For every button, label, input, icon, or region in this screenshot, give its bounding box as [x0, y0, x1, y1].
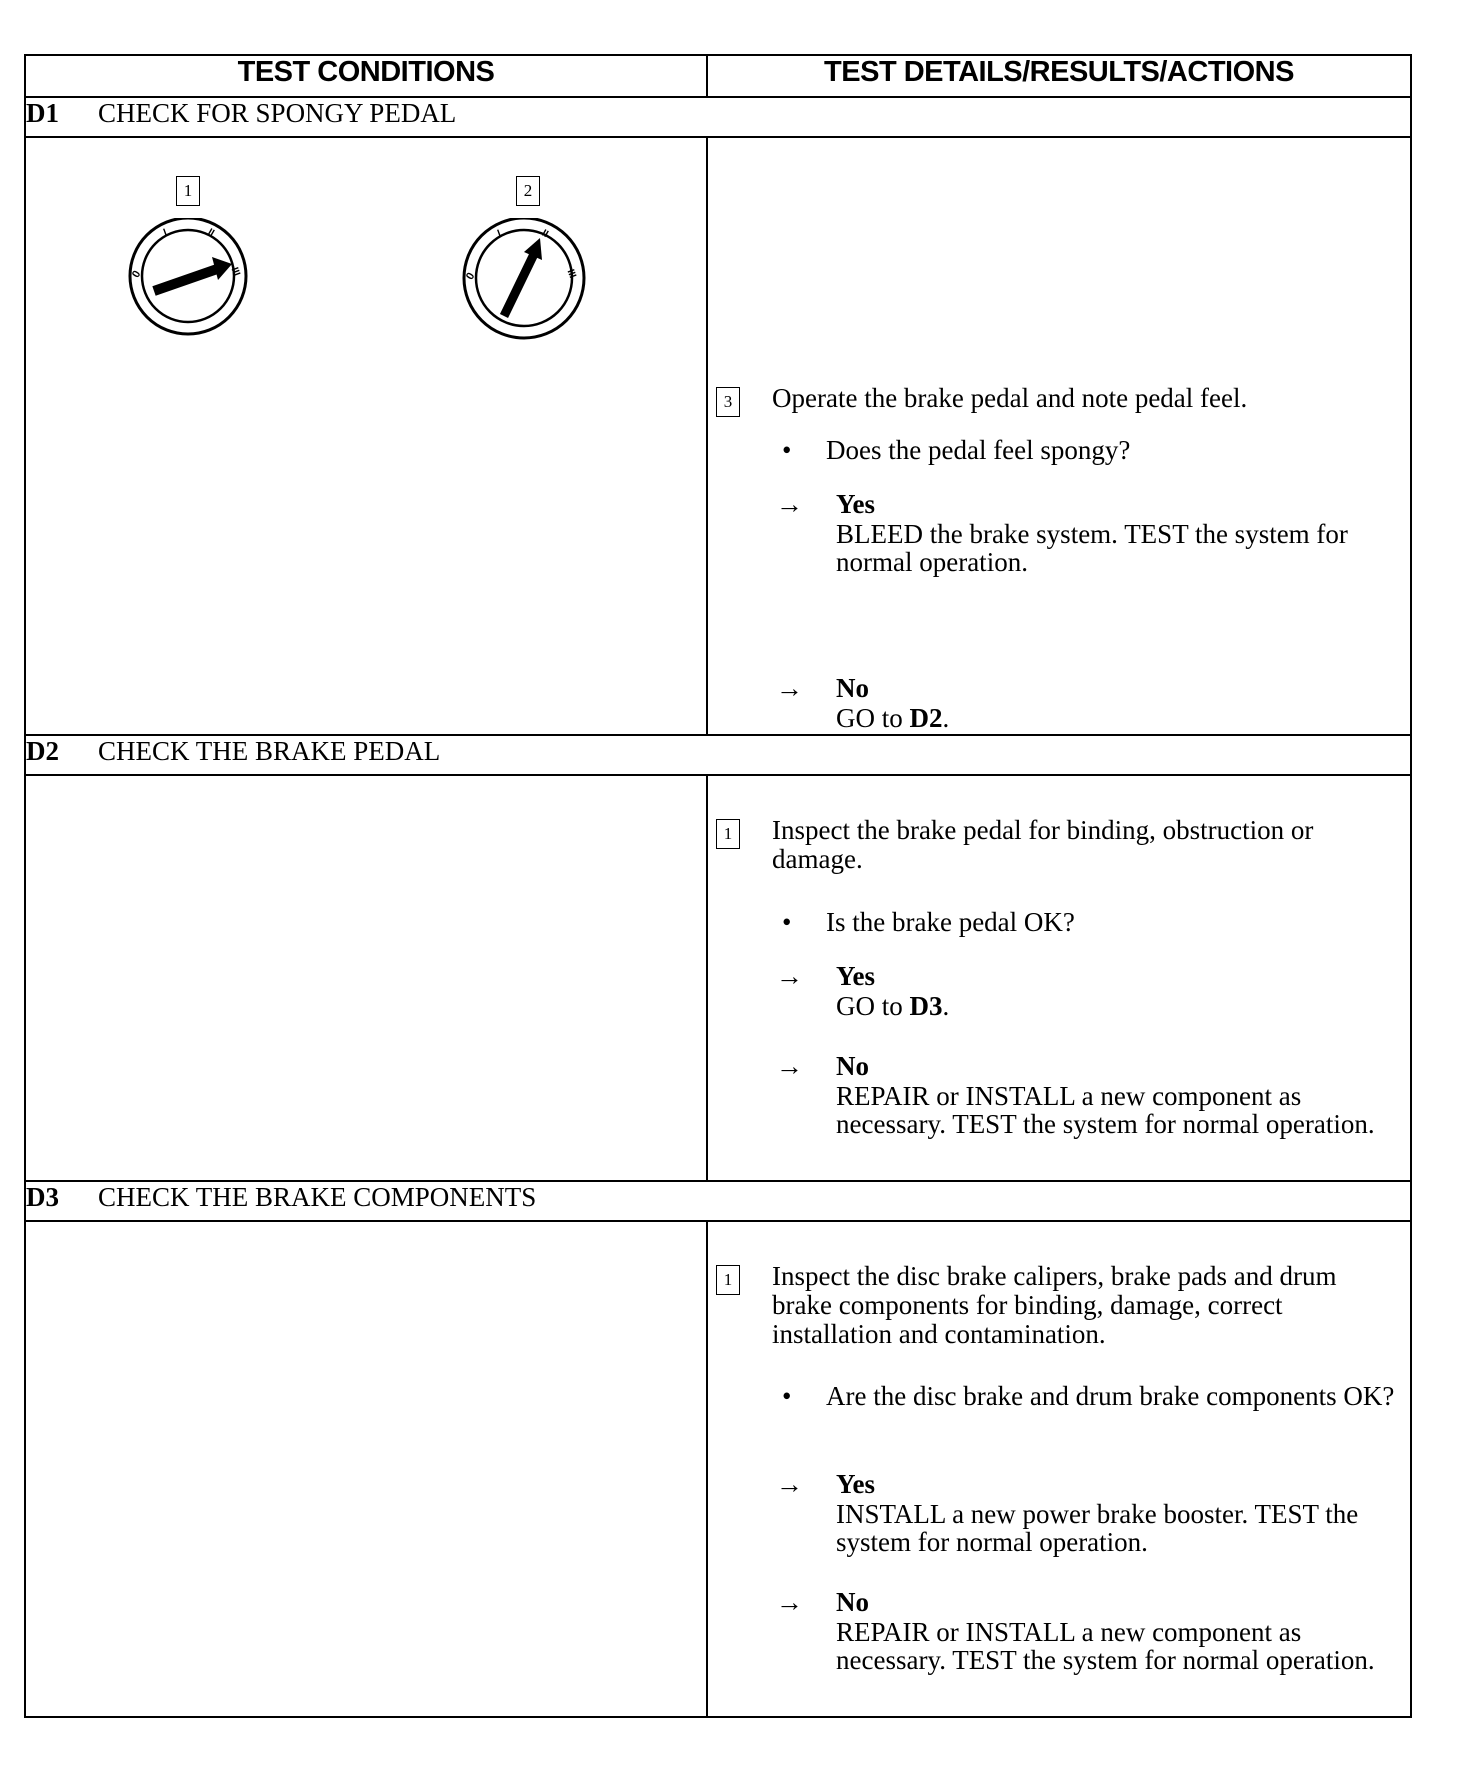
step-d1-conditions: [25, 137, 707, 735]
step-d3-title: [25, 1181, 1411, 1221]
svg-text:II: II: [205, 226, 217, 240]
instruction-text: Inspect the brake pedal for binding, obstruction or damage.: [772, 815, 1314, 874]
step-d1-details: [707, 137, 1411, 735]
yes-action: [836, 992, 1396, 1020]
question-text: Does the pedal feel spongy?: [826, 435, 1131, 465]
svg-text:II: II: [539, 227, 551, 241]
svg-text:III: III: [564, 268, 578, 280]
step-title: CHECK THE BRAKE PEDAL: [98, 736, 441, 766]
no-action-suffix: .: [942, 703, 950, 733]
no-action-text: GO to: [836, 703, 910, 733]
instruction: [716, 384, 1406, 417]
arrow-right-icon: →: [776, 673, 803, 703]
step-d1-title: [25, 97, 1411, 137]
no-action: REPAIR or INSTALL a new component as necessary. TEST the system for normal operation.: [836, 1617, 1375, 1675]
step-d3-body-row: [25, 1221, 1411, 1717]
instruction: [716, 815, 1406, 874]
yes-action: INSTALL a new power brake booster. TEST the system for normal operation.: [836, 1499, 1359, 1557]
step-d3-conditions: [25, 1221, 707, 1717]
figure-number: 2: [516, 176, 540, 206]
step-d2-title-row: [25, 735, 1411, 775]
test-details-header: TEST DETAILS/RESULTS/ACTIONS: [707, 55, 1411, 97]
instruction-number: 3: [716, 387, 740, 417]
bullet-icon: •: [782, 1381, 792, 1411]
diagnostic-table-page: [24, 54, 1410, 1718]
test-conditions-header: TEST CONDITIONS: [25, 55, 707, 97]
yes-action-suffix: .: [942, 991, 950, 1021]
step-id: D3: [26, 1182, 59, 1212]
instruction-text: Inspect the disc brake calipers, brake pads and drum brake components for binding, damage, correct installation and contamination.: [772, 1261, 1337, 1349]
pinpoint-test-table: [24, 54, 1412, 1718]
instruction-number: 1: [716, 819, 740, 849]
arrow-right-icon: →: [776, 1469, 803, 1499]
step-d3-title-row: [25, 1181, 1411, 1221]
yes-label: Yes: [836, 961, 875, 991]
svg-text:III: III: [228, 266, 242, 278]
step-id: D1: [26, 98, 59, 128]
no-action: [836, 704, 1396, 732]
arrow-right-icon: →: [776, 1587, 803, 1617]
yes-label: Yes: [836, 1469, 875, 1499]
yes-label: Yes: [836, 489, 875, 519]
step-d3-details: [707, 1221, 1411, 1717]
question-text: Is the brake pedal OK?: [826, 907, 1075, 937]
no-label: No: [836, 1587, 869, 1617]
step-d2-body-row: [25, 775, 1411, 1181]
no-label: No: [836, 673, 869, 703]
instruction: [716, 1261, 1406, 1349]
figure-number: 1: [176, 176, 200, 206]
ignition-switch-run-icon: [460, 218, 590, 342]
bullet-icon: •: [782, 435, 792, 465]
step-d1-body-row: [25, 137, 1411, 735]
no-action: REPAIR or INSTALL a new component as necessary. TEST the system for normal operation.: [836, 1081, 1375, 1139]
step-d2-details: [707, 775, 1411, 1181]
step-d2-title: [25, 735, 1411, 775]
arrow-right-icon: →: [776, 489, 803, 519]
arrow-right-icon: →: [776, 961, 803, 991]
bullet-icon: •: [782, 907, 792, 937]
ignition-switch-on-icon: [126, 218, 256, 338]
step-d1-title-row: [25, 97, 1411, 137]
step-d2-conditions: [25, 775, 707, 1181]
yes-action: BLEED the brake system. TEST the system for normal operation.: [836, 519, 1348, 577]
svg-text:I: I: [162, 227, 169, 239]
step-id: D2: [26, 736, 59, 766]
instruction-text: Operate the brake pedal and note pedal feel.: [772, 383, 1248, 413]
no-label: No: [836, 1051, 869, 1081]
arrow-right-icon: →: [776, 1051, 803, 1081]
question-text: Are the disc brake and drum brake components OK?: [826, 1381, 1395, 1411]
instruction-number: 1: [716, 1265, 740, 1295]
svg-text:I: I: [496, 228, 503, 240]
svg-text:0: 0: [463, 270, 478, 282]
step-reference: D2: [909, 703, 943, 733]
header-row: [25, 55, 1411, 97]
yes-action-text: GO to: [836, 991, 910, 1021]
step-title: CHECK THE BRAKE COMPONENTS: [98, 1182, 537, 1212]
step-reference: D3: [909, 991, 943, 1021]
step-title: CHECK FOR SPONGY PEDAL: [98, 98, 457, 128]
svg-text:0: 0: [129, 268, 144, 280]
